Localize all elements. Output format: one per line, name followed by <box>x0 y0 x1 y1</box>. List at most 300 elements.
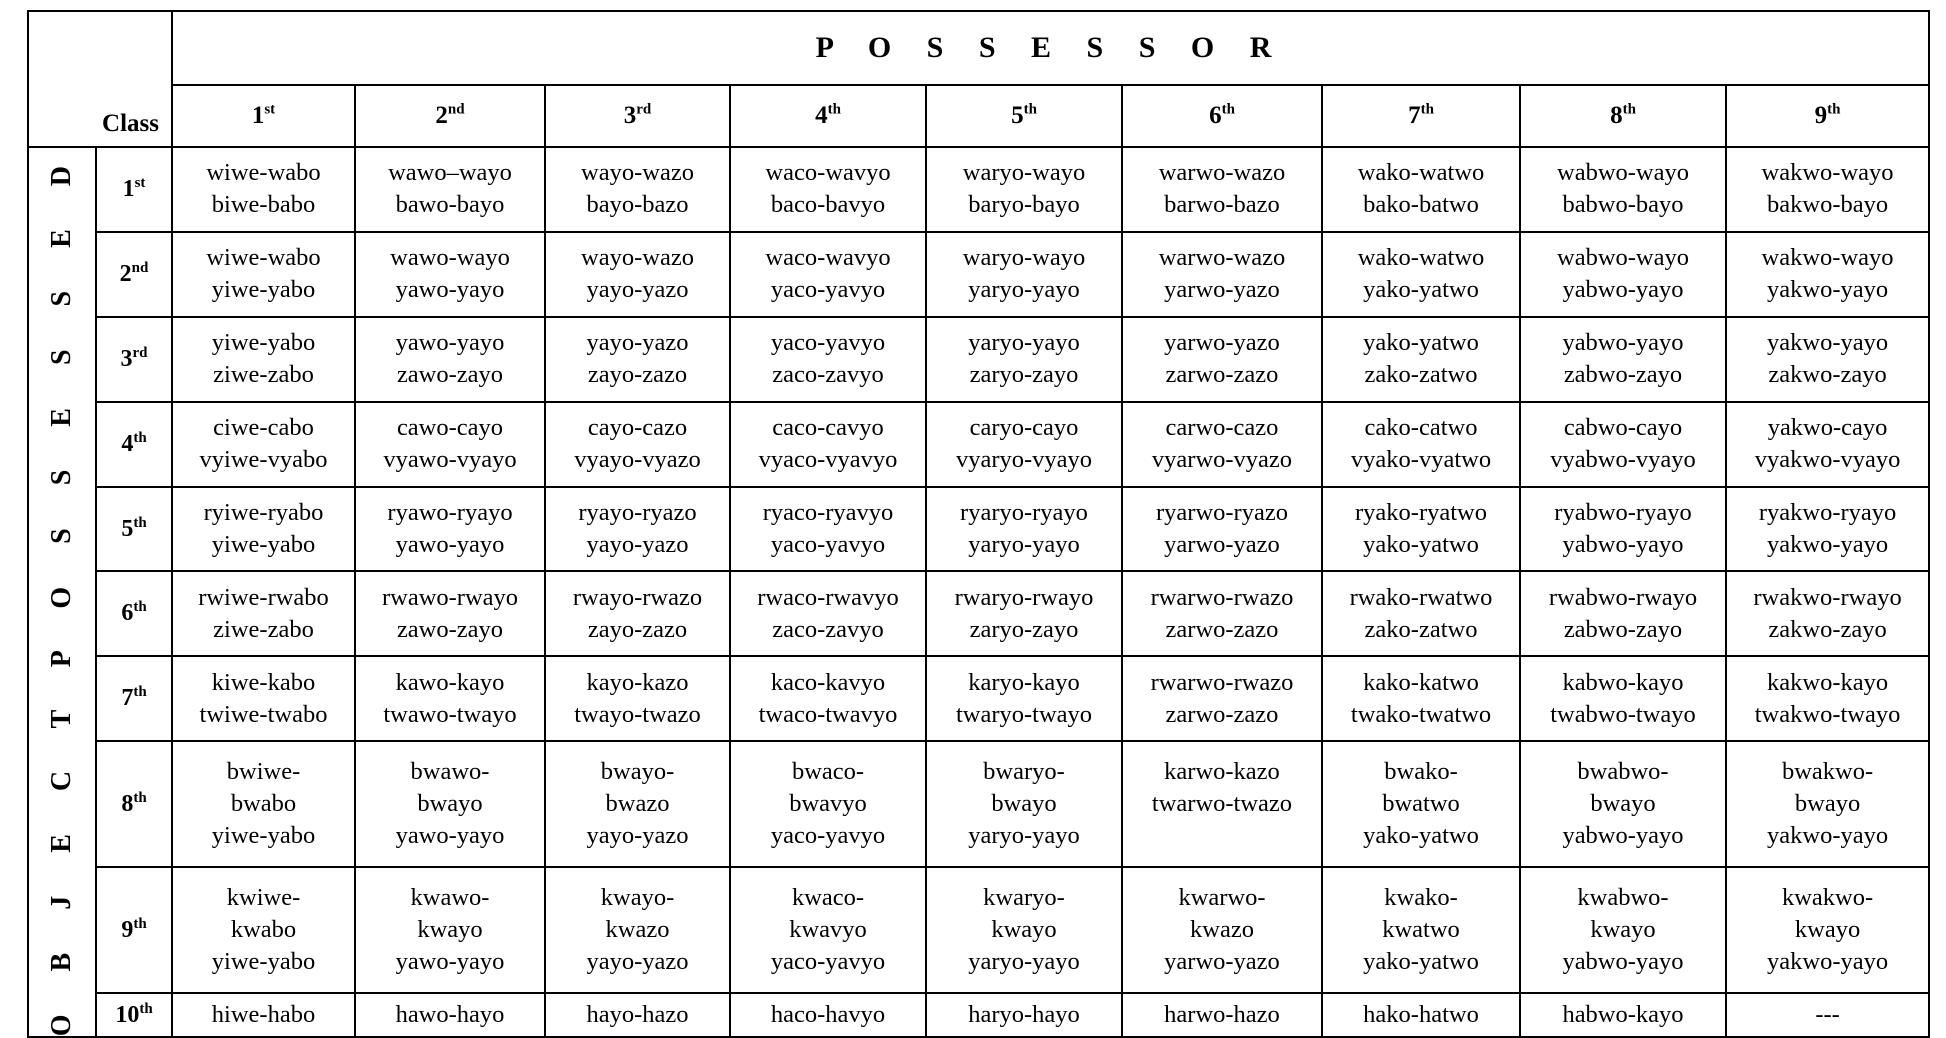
table-cell <box>355 402 545 487</box>
table-cell <box>1122 487 1322 572</box>
cell-line: twawo-twayo <box>383 700 517 728</box>
cell-line: hayo-hazo <box>586 1001 689 1029</box>
cell-line: kwakwo- <box>1781 884 1874 912</box>
cell-line: twarwo-twazo <box>1151 790 1293 818</box>
table-cell <box>355 741 545 867</box>
object-class-number: 5 <box>121 515 134 542</box>
cell-line: yarwo-yazo <box>1164 531 1280 558</box>
table-cell <box>926 656 1122 741</box>
cell-line: ziwe-zabo <box>213 615 314 643</box>
cell-line: zaco-zavyo <box>772 615 884 643</box>
table-cell <box>172 232 355 317</box>
possessor-class-3 <box>545 85 730 147</box>
cell-line: kwiwe- <box>226 884 301 912</box>
table-cell <box>355 656 545 741</box>
cell-line: baco-bavyo <box>770 191 886 219</box>
cell-line: yaco-yavyo <box>770 329 886 357</box>
cell-line: zawo-zayo <box>396 361 504 389</box>
table-cell <box>172 993 355 1037</box>
object-class-number: 2 <box>119 260 132 287</box>
cell-line: --- <box>1815 1001 1840 1029</box>
cell-line: bako-batwo <box>1363 191 1479 219</box>
cell-line: kwaco- <box>791 884 865 912</box>
table-cell <box>545 232 730 317</box>
cell-line: bwayo- <box>600 758 675 786</box>
table-cell <box>545 147 730 232</box>
table-row <box>28 867 1929 993</box>
table-cell <box>1726 571 1929 656</box>
cell-line: bwayo <box>1590 790 1656 818</box>
cell-line: rwako-rwatwo <box>1349 583 1493 611</box>
table-cell <box>730 317 926 402</box>
table-cell <box>1322 571 1520 656</box>
cell-line: wayo-wazo <box>581 244 694 272</box>
cell-line: ryarwo-ryazo <box>1156 499 1288 526</box>
table-cell <box>1726 487 1929 572</box>
table-row <box>28 487 1929 572</box>
cell-line: bwawo- <box>410 758 490 786</box>
cell-line: karwo-kazo <box>1164 758 1280 786</box>
cell-line: zarwo-zazo <box>1165 700 1279 728</box>
table-cell <box>355 147 545 232</box>
table-cell <box>1726 741 1929 867</box>
table-row <box>28 402 1929 487</box>
cell-line: wakwo-wayo <box>1761 244 1894 272</box>
cell-line: ryiwe-ryabo <box>203 499 324 526</box>
table-cell <box>545 487 730 572</box>
cell-line: wakwo-wayo <box>1761 159 1894 187</box>
cell-line: kwabwo- <box>1577 884 1669 912</box>
cell-line: ziwe-zabo <box>213 361 314 389</box>
cell-line: twaryo-twayo <box>955 700 1093 728</box>
possessor-class-number: 1 <box>251 102 265 129</box>
cell-line: rwakwo-rwayo <box>1753 583 1902 611</box>
table-cell <box>545 571 730 656</box>
table-cell <box>172 867 355 993</box>
object-class-suffix: th <box>133 599 147 616</box>
cell-line: ciwe-cabo <box>213 414 314 442</box>
table-cell <box>1726 402 1929 487</box>
cell-line: yayo-yazo <box>586 276 689 304</box>
cell-line: hako-hatwo <box>1363 1001 1479 1029</box>
possessor-class-suffix: th <box>1827 101 1841 118</box>
cell-line: haryo-hayo <box>968 1001 1080 1029</box>
cell-line: vyakwo-vyayo <box>1754 446 1901 474</box>
cell-line: twakwo-twayo <box>1754 700 1901 728</box>
table-row <box>28 317 1929 402</box>
object-class-4 <box>96 402 172 487</box>
cell-line: rwaryo-rwayo <box>954 583 1094 611</box>
cell-line: vyawo-vyayo <box>383 446 517 474</box>
cell-line: bwatwo <box>1382 790 1460 818</box>
object-class-suffix: th <box>133 789 147 806</box>
table-cell <box>1122 402 1322 487</box>
cell-line: ryawo-ryayo <box>387 499 513 526</box>
cell-line: bwako- <box>1384 758 1458 786</box>
table-cell <box>545 656 730 741</box>
class-header <box>28 11 172 147</box>
cell-line: wabwo-wayo <box>1557 244 1689 272</box>
cell-line: yaco-yavyo <box>770 531 886 558</box>
cell-line: rwarwo-rwazo <box>1150 583 1294 611</box>
possessor-class-suffix: th <box>1622 101 1636 118</box>
cell-line: kwatwo <box>1382 916 1460 944</box>
cell-line: kwabo <box>230 916 297 944</box>
cell-line: waryo-wayo <box>962 244 1086 272</box>
cell-line: zakwo-zayo <box>1768 615 1887 643</box>
cell-line: rwarwo-rwazo <box>1150 668 1294 696</box>
cell-line: wako-watwo <box>1357 159 1485 187</box>
cell-line: yako-yatwo <box>1363 276 1479 304</box>
cell-line: yarwo-yazo <box>1164 276 1280 304</box>
table-cell <box>1322 867 1520 993</box>
cell-line: yiwe-yabo <box>211 531 316 558</box>
table-cell <box>730 741 926 867</box>
cell-line: ryako-ryatwo <box>1355 499 1487 526</box>
cell-line: waco-wavyo <box>765 159 891 187</box>
cell-line: yabwo-yayo <box>1562 531 1684 558</box>
cell-line: yayo-yazo <box>586 948 689 976</box>
cell-line: yawo-yayo <box>395 822 505 850</box>
table-cell <box>926 487 1122 572</box>
object-class-suffix: th <box>133 514 147 531</box>
possessor-class-8 <box>1520 85 1726 147</box>
object-class-5 <box>96 487 172 572</box>
cell-line: zaryo-zayo <box>969 361 1079 389</box>
table-cell <box>1322 656 1520 741</box>
possessor-class-number: 2 <box>435 102 448 129</box>
table-cell <box>355 571 545 656</box>
cell-line: kwawo- <box>410 884 490 912</box>
table-cell <box>1520 487 1726 572</box>
cell-line: waco-wavyo <box>765 244 891 272</box>
table-cell <box>172 147 355 232</box>
cell-line: yabwo-yayo <box>1562 948 1684 976</box>
object-class-number: 3 <box>120 345 133 372</box>
cell-line: kiwe-kabo <box>211 668 316 696</box>
cell-line: karyo-kayo <box>968 668 1080 696</box>
table-cell <box>172 741 355 867</box>
cell-line: yaryo-yayo <box>968 531 1080 558</box>
cell-line: kwaryo- <box>983 884 1065 912</box>
possessor-class-suffix: th <box>827 101 841 118</box>
cell-line: ryaco-ryavyo <box>762 499 894 526</box>
table-cell <box>1122 147 1322 232</box>
cell-line: bwayo <box>417 790 483 818</box>
cell-line: yaco-yavyo <box>770 948 886 976</box>
cell-line: yawo-yayo <box>395 276 505 304</box>
table-cell <box>355 317 545 402</box>
cell-line: vyiwe-vyabo <box>199 446 328 474</box>
cell-line: zaryo-zayo <box>969 615 1079 643</box>
cell-line: zarwo-zazo <box>1165 361 1279 389</box>
table-cell <box>1520 402 1726 487</box>
object-class-number: 10 <box>115 1001 140 1028</box>
possessor-class-suffix: th <box>1023 101 1037 118</box>
table-cell <box>1322 317 1520 402</box>
cell-line: yayo-yazo <box>586 329 689 357</box>
cell-line: zako-zatwo <box>1364 361 1478 389</box>
cell-line: bwabwo- <box>1577 758 1669 786</box>
cell-line: hawo-hayo <box>395 1001 505 1029</box>
cell-line: bwayo <box>991 790 1057 818</box>
cell-line: yayo-yazo <box>586 822 689 850</box>
possessor-class-number: 8 <box>1610 102 1623 129</box>
cell-line: wabwo-wayo <box>1557 159 1689 187</box>
cell-line: zayo-zazo <box>587 615 688 643</box>
cell-line: yaco-yavyo <box>770 822 886 850</box>
cell-line: bwiwe- <box>226 758 301 786</box>
cell-line: wawo–wayo <box>388 159 512 187</box>
cell-line: haco-havyo <box>770 1001 886 1029</box>
table-cell <box>926 867 1122 993</box>
object-class-suffix: rd <box>132 344 148 361</box>
cell-line: yako-yatwo <box>1363 948 1479 976</box>
possessor-class-number: 9 <box>1814 102 1828 129</box>
table-cell <box>172 656 355 741</box>
cell-line: kwayo <box>417 916 483 944</box>
cell-line: yakwo-cayo <box>1767 414 1888 442</box>
table-cell <box>1726 317 1929 402</box>
cell-line: caco-cavyo <box>772 414 884 442</box>
cell-line: kakwo-kayo <box>1767 668 1889 696</box>
table-cell <box>730 487 926 572</box>
table-cell <box>926 402 1122 487</box>
cell-line: kwazo <box>1190 916 1254 944</box>
cell-line: vyaco-vyavyo <box>758 446 898 474</box>
table-cell <box>1520 147 1726 232</box>
cell-line: yabwo-yayo <box>1562 329 1684 357</box>
object-possessed-label: O B J E C T P O S S E S S E D <box>46 148 77 1037</box>
table-cell <box>926 571 1122 656</box>
possessor-class-suffix: th <box>1221 101 1235 118</box>
table-cell <box>172 402 355 487</box>
cell-line: cawo-cayo <box>396 414 504 442</box>
table-cell <box>1726 656 1929 741</box>
possessor-class-number: 7 <box>1408 102 1421 129</box>
cell-line: rwaco-rwavyo <box>757 583 899 611</box>
cell-line: wawo-wayo <box>390 244 510 272</box>
cell-line: ryabwo-ryayo <box>1554 499 1692 526</box>
cell-line: vyaryo-vyayo <box>955 446 1093 474</box>
cell-line: cako-catwo <box>1364 414 1478 442</box>
cell-line: bwaco- <box>791 758 865 786</box>
object-class-2 <box>96 232 172 317</box>
cell-line: yarwo-yazo <box>1164 948 1280 976</box>
cell-line: bawo-bayo <box>395 191 505 219</box>
cell-line: yarwo-yazo <box>1164 329 1280 357</box>
table-cell <box>545 867 730 993</box>
cell-line: wayo-wazo <box>581 159 694 187</box>
cell-line: bayo-bazo <box>586 191 689 219</box>
table-cell <box>1520 993 1726 1037</box>
cell-line: zayo-zazo <box>587 361 688 389</box>
table-cell <box>1322 402 1520 487</box>
cell-line: cabwo-cayo <box>1563 414 1683 442</box>
cell-line: wiwe-wabo <box>206 244 321 272</box>
cell-line: yabwo-yayo <box>1562 276 1684 304</box>
cell-line: zarwo-zazo <box>1165 615 1279 643</box>
possessor-class-suffix: st <box>264 101 276 118</box>
cell-line: vyarwo-vyazo <box>1151 446 1293 474</box>
table-cell <box>730 993 926 1037</box>
object-class-10 <box>96 993 172 1037</box>
cell-line: ryaryo-ryayo <box>960 499 1088 526</box>
possessor-class-5 <box>926 85 1122 147</box>
table-cell <box>1726 232 1929 317</box>
cell-line: bwaryo- <box>983 758 1065 786</box>
cell-line: twako-twatwo <box>1350 700 1492 728</box>
cell-line: kako-katwo <box>1363 668 1479 696</box>
cell-line: rwabwo-rwayo <box>1548 583 1698 611</box>
table-cell <box>730 402 926 487</box>
cell-line: kwayo- <box>600 884 675 912</box>
cell-line: yawo-yayo <box>395 329 505 357</box>
cell-line: twayo-twazo <box>574 700 701 728</box>
object-class-number: 4 <box>121 430 134 457</box>
table-cell <box>172 571 355 656</box>
possessor-class-row <box>28 85 1929 147</box>
cell-line: kwarwo- <box>1178 884 1266 912</box>
table-cell <box>1520 656 1726 741</box>
cell-line: rwayo-rwazo <box>572 583 703 611</box>
object-class-6 <box>96 571 172 656</box>
object-possessed-header <box>28 147 96 1037</box>
table-cell <box>172 487 355 572</box>
cell-line: carwo-cazo <box>1165 414 1279 442</box>
cell-line: wiwe-wabo <box>206 159 321 187</box>
cell-line: rwiwe-rwabo <box>198 583 329 611</box>
table-cell <box>926 232 1122 317</box>
cell-line: yakwo-yayo <box>1767 822 1889 850</box>
table-row <box>28 993 1929 1037</box>
table-cell <box>1122 656 1322 741</box>
object-class-suffix: th <box>139 1000 153 1017</box>
object-class-suffix: nd <box>131 259 149 276</box>
cell-line: bwabo <box>230 790 297 818</box>
object-class-suffix: st <box>134 174 146 191</box>
cell-line: kabwo-kayo <box>1562 668 1684 696</box>
cell-line: kaco-kavyo <box>770 668 886 696</box>
object-class-7 <box>96 656 172 741</box>
possessive-table <box>27 10 1930 1038</box>
table-cell <box>545 402 730 487</box>
cell-line: zako-zatwo <box>1364 615 1478 643</box>
cell-line: yayo-yazo <box>586 531 689 558</box>
cell-line: yaco-yavyo <box>770 276 886 304</box>
cell-line: yabwo-yayo <box>1562 822 1684 850</box>
cell-line: babwo-bayo <box>1562 191 1684 219</box>
object-class-3 <box>96 317 172 402</box>
cell-line: yaryo-yayo <box>968 329 1080 357</box>
cell-line: yiwe-yabo <box>211 822 316 850</box>
possessor-class-2 <box>355 85 545 147</box>
cell-line: twiwe-twabo <box>199 700 328 728</box>
cell-line: rwawo-rwayo <box>381 583 519 611</box>
object-class-8 <box>96 741 172 867</box>
cell-line: bwayo <box>1794 790 1861 818</box>
table-cell <box>1322 232 1520 317</box>
cell-line: bwavyo <box>789 790 867 818</box>
possessor-class-1 <box>172 85 355 147</box>
cell-line: habwo-kayo <box>1562 1001 1684 1029</box>
cell-line: warwo-wazo <box>1158 244 1286 272</box>
possessor-class-number: 4 <box>815 102 828 129</box>
cell-line: twaco-twavyo <box>758 700 898 728</box>
table-cell <box>1122 317 1322 402</box>
table-cell <box>1122 741 1322 867</box>
cell-line: yako-yatwo <box>1363 822 1479 850</box>
table-cell <box>1122 993 1322 1037</box>
cell-line: kwako- <box>1384 884 1458 912</box>
object-class-number: 8 <box>121 790 134 817</box>
table-row <box>28 147 1929 232</box>
cell-line: ryayo-ryazo <box>578 499 697 526</box>
cell-line: baryo-bayo <box>968 191 1080 219</box>
cell-line: biwe-babo <box>211 191 316 219</box>
possessor-class-6 <box>1122 85 1322 147</box>
cell-line: caryo-cayo <box>969 414 1079 442</box>
cell-line: yako-yatwo <box>1363 531 1479 558</box>
cell-line: hiwe-habo <box>211 1001 316 1029</box>
cell-line: yakwo-yayo <box>1767 531 1889 558</box>
table-cell <box>1322 993 1520 1037</box>
table-cell <box>1322 741 1520 867</box>
table-row <box>28 741 1929 867</box>
table-cell <box>1520 741 1726 867</box>
table-cell <box>1520 571 1726 656</box>
cell-line: kayo-kazo <box>586 668 689 696</box>
possessor-class-4 <box>730 85 926 147</box>
cell-line: yiwe-yabo <box>211 276 316 304</box>
object-class-number: 6 <box>121 600 134 627</box>
object-class-suffix: th <box>133 915 147 932</box>
table-cell <box>355 867 545 993</box>
table-cell <box>730 232 926 317</box>
cell-line: yaryo-yayo <box>968 276 1080 304</box>
cell-line: bakwo-bayo <box>1767 191 1889 219</box>
table-row <box>28 571 1929 656</box>
table-cell <box>1520 317 1726 402</box>
table-cell <box>545 993 730 1037</box>
table-cell <box>172 317 355 402</box>
cell-line: yaryo-yayo <box>968 948 1080 976</box>
cell-line: bwakwo- <box>1781 758 1874 786</box>
possessor-class-suffix: nd <box>447 101 465 118</box>
possessor-class-number: 3 <box>623 102 637 129</box>
object-class-suffix: th <box>133 684 147 701</box>
table-cell <box>926 147 1122 232</box>
cell-line: kwayo <box>1590 916 1656 944</box>
object-class-number: 1 <box>122 175 135 202</box>
object-class-number: 9 <box>121 916 134 943</box>
object-class-1 <box>96 147 172 232</box>
object-class-suffix: th <box>133 429 147 446</box>
table-cell <box>926 741 1122 867</box>
table-cell <box>1122 867 1322 993</box>
object-class-9 <box>96 867 172 993</box>
cell-line: zawo-zayo <box>396 615 504 643</box>
possessive-table-wrapper <box>27 10 1930 1038</box>
cell-line: yakwo-yayo <box>1767 276 1889 304</box>
cell-line: barwo-bazo <box>1164 191 1280 219</box>
possessor-class-9 <box>1726 85 1929 147</box>
cell-line: zakwo-zayo <box>1768 361 1887 389</box>
cell-line: zaco-zavyo <box>772 361 884 389</box>
table-cell <box>730 571 926 656</box>
table-cell <box>1726 147 1929 232</box>
table-cell <box>730 867 926 993</box>
